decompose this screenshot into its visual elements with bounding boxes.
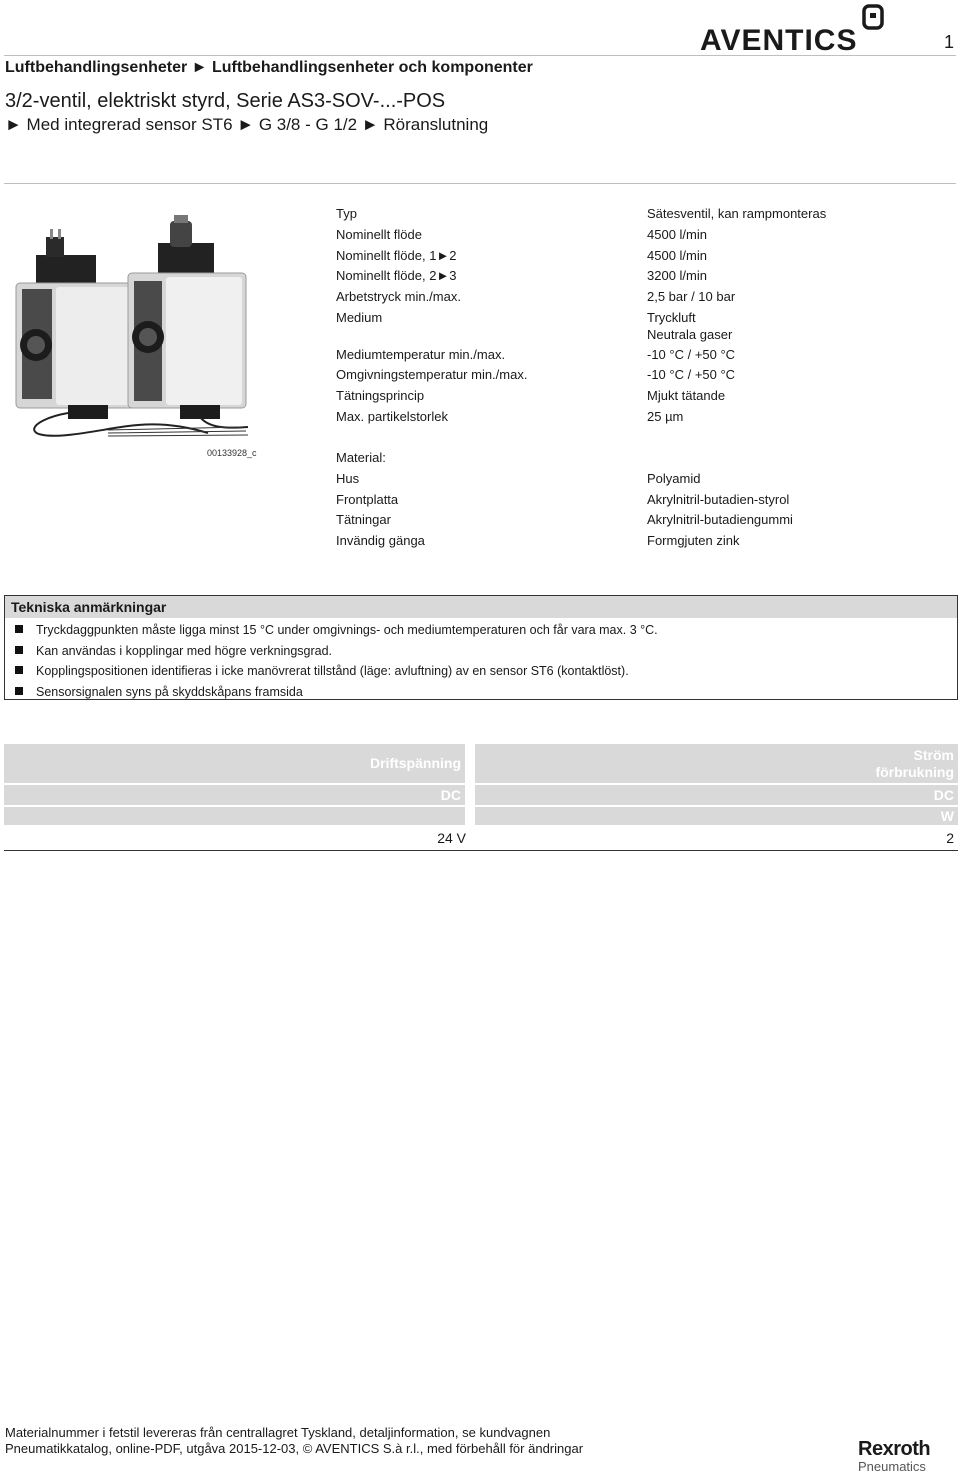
power-header-line2: förbrukning — [875, 763, 954, 780]
spec-value: 4500 l/min — [647, 248, 707, 263]
spec-label: Mediumtemperatur min./max. — [336, 347, 506, 362]
spec-value: 3200 l/min — [647, 268, 707, 283]
note-text: Tryckdaggpunkten måste ligga minst 15 °C under omgivnings- och mediumtemperaturen och får vara max. 3 °C. — [36, 623, 658, 637]
square-bullet-icon — [15, 646, 23, 654]
footer-note: Materialnummer i fetstil levereras från centrallagret Tyskland, detaljinformation, se kundvagnen — [5, 1425, 551, 1440]
header-divider — [4, 55, 956, 56]
brand-text: AVENTICS — [700, 24, 858, 52]
voltage-unit-empty — [4, 806, 470, 826]
square-bullet-icon — [15, 687, 23, 695]
product-image — [8, 205, 258, 445]
spec-value: 2,5 bar / 10 bar — [647, 289, 736, 304]
footer-catalog: Pneumatikkatalog, online-PDF, utgåva 2015-12-03, © AVENTICS S.à r.l., med förbehåll för ändringar — [5, 1441, 584, 1456]
power-header — [470, 744, 958, 784]
material-label: Frontplatta — [336, 492, 399, 507]
spec-label: Typ — [336, 206, 357, 221]
material-value: Formgjuten zink — [647, 533, 740, 548]
spec-label: Nominellt flöde, 2►3 — [336, 268, 457, 283]
material-value: Polyamid — [647, 471, 701, 486]
spec-value: Sätesventil, kan rampmonteras — [647, 206, 827, 221]
spec-value: -10 °C / +50 °C — [647, 367, 736, 382]
voltage-value: 24 V — [4, 826, 470, 850]
spec-value-secondary: Neutrala gaser — [647, 327, 733, 342]
square-bullet-icon — [15, 666, 23, 674]
table-header-row — [4, 744, 958, 784]
note-item — [15, 662, 957, 683]
aventics-logo — [700, 4, 886, 52]
table-row — [4, 826, 958, 850]
technical-notes — [4, 595, 958, 700]
voltage-header: Driftspänning — [4, 744, 470, 784]
spec-label: Medium — [336, 310, 383, 325]
image-code: 00133928_c — [207, 448, 257, 458]
spec-label: Max. partikelstorlek — [336, 409, 448, 424]
note-text: Kopplingspositionen identifieras i icke manövrerat tillstånd (läge: avluftning) av en sensor ST6 (kontaktlöst). — [36, 664, 629, 678]
material-heading: Material: — [336, 450, 386, 465]
note-text: Kan användas i kopplingar med högre verkningsgrad. — [36, 643, 333, 658]
note-item — [15, 683, 957, 704]
section-divider — [4, 183, 956, 184]
table-header-row — [4, 784, 958, 806]
note-item — [15, 642, 957, 663]
material-value: Akrylnitril-butadien-styrol — [647, 492, 790, 507]
material-label: Tätningar — [336, 512, 391, 527]
table-header-row — [4, 806, 958, 826]
material-label: Hus — [336, 471, 360, 486]
power-unit-w: W — [470, 806, 958, 826]
spec-label: Arbetstryck min./max. — [336, 289, 461, 304]
spec-label: Nominellt flöde, 1►2 — [336, 248, 457, 263]
spec-value: Tryckluft — [647, 310, 696, 325]
spec-value: 4500 l/min — [647, 227, 707, 242]
power-unit-dc: DC — [470, 784, 958, 806]
power-value: 2 — [470, 826, 958, 850]
material-value: Akrylnitril-butadiengummi — [647, 512, 793, 527]
spec-label: Nominellt flöde — [336, 227, 422, 242]
spec-value: -10 °C / +50 °C — [647, 347, 736, 362]
notes-list — [5, 618, 957, 703]
spec-value: 25 µm — [647, 409, 684, 424]
spec-label: Tätningsprincip — [336, 388, 425, 403]
page-number: 1 — [943, 32, 954, 52]
breadcrumb: Luftbehandlingsenheter ► Luftbehandlingsenheter och komponenter — [5, 59, 533, 76]
electrical-table — [4, 744, 958, 851]
rexroth-logo-text: Rexroth — [858, 1438, 931, 1460]
note-text: Sensorsignalen syns på skyddskåpans framsida — [36, 684, 303, 699]
pneumatics-logo-text: Pneumatics — [858, 1459, 926, 1473]
square-bullet-icon — [15, 625, 23, 633]
spec-label: Omgivningstemperatur min./max. — [336, 367, 528, 382]
note-item — [15, 621, 957, 642]
page-subtitle: ► Med integrerad sensor ST6 ► G 3/8 - G 1/2 ► Röranslutning — [5, 115, 489, 134]
voltage-unit-dc: DC — [4, 784, 470, 806]
notes-title: Tekniska anmärkningar — [5, 596, 957, 618]
page-title: 3/2-ventil, elektriskt styrd, Serie AS3-SOV-...-POS — [5, 90, 446, 112]
power-header-line1: Ström — [913, 746, 954, 763]
rexroth-logo — [858, 1439, 944, 1473]
spec-value: Mjukt tätande — [647, 388, 726, 403]
material-label: Invändig gänga — [336, 533, 425, 548]
